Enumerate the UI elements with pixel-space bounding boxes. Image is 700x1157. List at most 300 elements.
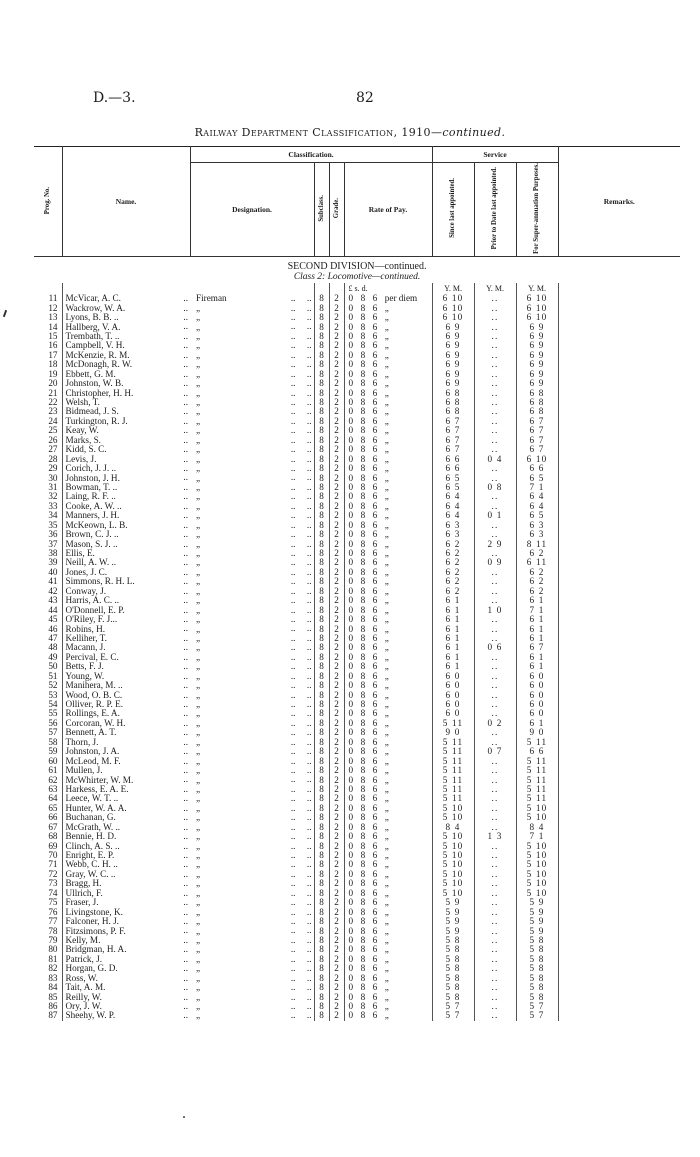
row-superannuation: 8 4 — [516, 823, 558, 832]
row-superannuation: 6 1 — [516, 653, 558, 662]
table-row — [34, 870, 680, 879]
row-rate: 0 8 6 „ — [344, 709, 432, 718]
row-remarks — [558, 521, 680, 530]
row-number: 71 — [48, 860, 58, 870]
row-prior-to-date: .. — [474, 492, 516, 501]
table-row — [34, 813, 680, 822]
row-remarks — [558, 332, 680, 341]
row-number: 17 — [48, 350, 58, 360]
row-designation: „ .. .. — [196, 454, 312, 464]
row-rate: 0 8 6 „ — [344, 445, 432, 454]
row-name: Ellis, E. .. — [62, 549, 190, 558]
row-since-appointed: 6 10 — [432, 294, 474, 303]
row-number: 25 — [48, 426, 58, 436]
row-rate: 0 8 6 „ — [344, 926, 432, 935]
row-name: Neill, A. W. .. .. — [62, 558, 190, 567]
row-prior-to-date: .. — [474, 332, 516, 341]
row-remarks — [558, 879, 680, 888]
table-row — [34, 606, 680, 615]
row-grade: 2 — [329, 624, 344, 633]
row-grade: 2 — [329, 851, 344, 860]
row-name: McKeown, L. B. .. — [62, 521, 190, 530]
row-prior-to-date: .. — [474, 417, 516, 426]
row-subclass: 8 — [314, 455, 329, 464]
row-superannuation: 6 0 — [516, 681, 558, 690]
row-rate: 0 8 6 „ — [344, 360, 432, 369]
row-designation: „ .. .. — [196, 577, 312, 587]
row-rate: 0 8 6 „ — [344, 879, 432, 888]
table-row — [34, 709, 680, 718]
row-designation: „ .. .. — [196, 935, 312, 945]
table-row — [34, 926, 680, 935]
row-rate: 0 8 6 „ — [344, 653, 432, 662]
row-number: 35 — [48, 520, 58, 530]
table-row — [34, 511, 680, 520]
table-row — [34, 322, 680, 331]
row-subclass: 8 — [314, 379, 329, 388]
row-subclass: 8 — [314, 926, 329, 935]
row-designation: „ .. .. — [196, 369, 312, 379]
row-subclass: 8 — [314, 832, 329, 841]
row-superannuation: 6 2 — [516, 587, 558, 596]
row-prior-to-date: .. — [474, 926, 516, 935]
row-grade: 2 — [329, 879, 344, 888]
row-since-appointed: 5 10 — [432, 851, 474, 860]
row-rate: 0 8 6 „ — [344, 370, 432, 379]
row-name: McWhirter, W. M. .. — [62, 775, 190, 784]
table-title-main: Railway Department Classification, 1910— — [194, 126, 443, 139]
row-prior-to-date: 0 1 — [474, 511, 516, 520]
table-row — [34, 747, 680, 756]
row-superannuation: 5 8 — [516, 993, 558, 1002]
row-subclass: 8 — [314, 851, 329, 860]
row-remarks — [558, 832, 680, 841]
row-rate: 0 8 6 „ — [344, 766, 432, 775]
row-remarks — [558, 568, 680, 577]
row-grade: 2 — [329, 889, 344, 898]
row-name: Manners, J. H. .. — [62, 511, 190, 520]
row-number: 80 — [48, 945, 58, 955]
row-prior-to-date: .. — [474, 898, 516, 907]
row-prior-to-date: .. — [474, 700, 516, 709]
row-rate: 0 8 6 „ — [344, 558, 432, 567]
row-since-appointed: 5 11 — [432, 757, 474, 766]
row-remarks — [558, 681, 680, 690]
row-since-appointed: 5 8 — [432, 993, 474, 1002]
row-prior-to-date: .. — [474, 389, 516, 398]
table-row — [34, 889, 680, 898]
row-grade: 2 — [329, 606, 344, 615]
table-row — [34, 558, 680, 567]
row-subclass: 8 — [314, 945, 329, 954]
row-grade: 2 — [329, 370, 344, 379]
row-designation: „ .. .. — [196, 548, 312, 559]
row-superannuation: 5 9 — [516, 926, 558, 935]
row-since-appointed: 5 10 — [432, 860, 474, 869]
row-number: 28 — [48, 454, 58, 464]
table-row — [34, 1011, 680, 1020]
row-rate: 0 8 6 „ — [344, 728, 432, 737]
row-superannuation: 5 10 — [516, 860, 558, 869]
row-number: 65 — [48, 803, 58, 813]
row-grade: 2 — [329, 436, 344, 445]
row-grade: 2 — [329, 540, 344, 549]
row-number: 57 — [48, 728, 58, 738]
row-grade: 2 — [329, 322, 344, 331]
row-since-appointed: 6 1 — [432, 596, 474, 605]
table-row — [34, 351, 680, 360]
row-prior-to-date: .. — [474, 860, 516, 869]
row-superannuation: 6 1 — [516, 719, 558, 728]
row-prior-to-date: .. — [474, 936, 516, 945]
row-remarks — [558, 766, 680, 775]
row-designation: „ .. .. — [196, 511, 312, 521]
row-superannuation: 6 10 — [516, 294, 558, 303]
row-since-appointed: 5 10 — [432, 832, 474, 841]
table-row — [34, 728, 680, 737]
row-since-appointed: 6 1 — [432, 615, 474, 624]
table-row — [34, 672, 680, 681]
row-grade: 2 — [329, 615, 344, 624]
row-prior-to-date: 0 2 — [474, 719, 516, 728]
table-row — [34, 521, 680, 530]
row-name: Johnston, J. H. .. — [62, 473, 190, 482]
row-name: Conway, J. .. — [62, 587, 190, 596]
row-grade: 2 — [329, 568, 344, 577]
row-subclass: 8 — [314, 549, 329, 558]
row-designation: „ .. .. — [196, 416, 312, 426]
table-row — [34, 662, 680, 671]
row-remarks — [558, 370, 680, 379]
footer-dot — [183, 1116, 185, 1118]
row-remarks — [558, 540, 680, 549]
row-since-appointed: 6 5 — [432, 473, 474, 482]
row-superannuation: 5 10 — [516, 870, 558, 879]
row-prior-to-date: .. — [474, 691, 516, 700]
row-prior-to-date: .. — [474, 502, 516, 511]
table-row — [34, 700, 680, 709]
table-row — [34, 313, 680, 322]
row-rate: 0 8 6 „ — [344, 530, 432, 539]
row-rate: 0 8 6 per diem — [344, 294, 432, 303]
row-number: 23 — [48, 407, 58, 417]
row-rate: 0 8 6 „ — [344, 521, 432, 530]
row-remarks — [558, 917, 680, 926]
row-remarks — [558, 436, 680, 445]
row-since-appointed: 5 11 — [432, 719, 474, 728]
row-designation: „ .. .. — [196, 822, 312, 832]
row-remarks — [558, 502, 680, 511]
row-superannuation: 6 2 — [516, 577, 558, 586]
row-grade: 2 — [329, 634, 344, 643]
row-number: 63 — [48, 784, 58, 794]
row-number: 47 — [48, 633, 58, 643]
row-rate: 0 8 6 „ — [344, 851, 432, 860]
row-rate: 0 8 6 „ — [344, 860, 432, 869]
row-subclass: 8 — [314, 332, 329, 341]
row-rate: 0 8 6 „ — [344, 511, 432, 520]
row-grade: 2 — [329, 955, 344, 964]
row-since-appointed: 5 9 — [432, 898, 474, 907]
row-subclass: 8 — [314, 436, 329, 445]
row-grade: 2 — [329, 908, 344, 917]
row-grade: 2 — [329, 757, 344, 766]
row-name: Falconer, H. J. .. — [62, 917, 190, 926]
row-since-appointed: 5 11 — [432, 775, 474, 784]
row-subclass: 8 — [314, 624, 329, 633]
row-subclass: 8 — [314, 709, 329, 718]
row-superannuation: 6 4 — [516, 502, 558, 511]
row-since-appointed: 6 0 — [432, 681, 474, 690]
row-superannuation: 6 1 — [516, 615, 558, 624]
table-row — [34, 898, 680, 907]
row-remarks — [558, 351, 680, 360]
row-name: Mullen, J. .. — [62, 766, 190, 775]
row-rate: 0 8 6 „ — [344, 540, 432, 549]
row-grade: 2 — [329, 360, 344, 369]
row-since-appointed: 5 9 — [432, 917, 474, 926]
col-prior-to-date: Prior to Date last appointed. — [474, 163, 516, 257]
row-since-appointed: 6 2 — [432, 587, 474, 596]
row-designation: „ .. .. — [196, 964, 312, 974]
row-prior-to-date: .. — [474, 672, 516, 681]
row-remarks — [558, 662, 680, 671]
row-number: 66 — [48, 813, 58, 823]
row-rate: 0 8 6 „ — [344, 492, 432, 501]
row-designation: „ .. .. — [196, 1011, 312, 1021]
row-prior-to-date: .. — [474, 955, 516, 964]
row-name: McKenzie, R. M. .. — [62, 351, 190, 360]
row-rate: 0 8 6 „ — [344, 417, 432, 426]
col-since-appointed: Since last appointed. — [432, 163, 474, 257]
row-superannuation: 6 1 — [516, 634, 558, 643]
row-name: Bidmead, J. S. .. — [62, 407, 190, 416]
row-rate: 0 8 6 „ — [344, 341, 432, 350]
row-prior-to-date: .. — [474, 1011, 516, 1020]
row-prior-to-date: .. — [474, 351, 516, 360]
row-prior-to-date: .. — [474, 313, 516, 322]
row-number: 59 — [48, 747, 58, 757]
row-grade: 2 — [329, 398, 344, 407]
row-since-appointed: 5 10 — [432, 889, 474, 898]
row-designation: „ .. .. — [196, 567, 312, 577]
row-remarks — [558, 851, 680, 860]
row-subclass: 8 — [314, 691, 329, 700]
row-number: 40 — [48, 567, 58, 577]
row-grade: 2 — [329, 341, 344, 350]
classification-table — [34, 146, 680, 1021]
row-prior-to-date: .. — [474, 804, 516, 813]
row-designation: „ .. .. — [196, 907, 312, 917]
row-prior-to-date: .. — [474, 917, 516, 926]
table-row — [34, 936, 680, 945]
row-number: 30 — [48, 473, 58, 483]
row-name: Cooke, A. W. .. .. — [62, 502, 190, 511]
row-prior-to-date: .. — [474, 436, 516, 445]
row-subclass: 8 — [314, 719, 329, 728]
row-rate: 0 8 6 „ — [344, 332, 432, 341]
row-superannuation: 5 9 — [516, 898, 558, 907]
row-grade: 2 — [329, 549, 344, 558]
row-designation: „ .. .. — [196, 633, 312, 643]
row-remarks — [558, 455, 680, 464]
row-superannuation: 6 9 — [516, 360, 558, 369]
row-subclass: 8 — [314, 426, 329, 435]
row-prior-to-date: .. — [474, 530, 516, 539]
row-since-appointed: 6 6 — [432, 455, 474, 464]
row-superannuation: 5 11 — [516, 766, 558, 775]
row-rate: 0 8 6 „ — [344, 785, 432, 794]
row-grade: 2 — [329, 313, 344, 322]
row-number: 45 — [48, 615, 58, 625]
row-name: Reilly, W. .. — [62, 993, 190, 1002]
row-subclass: 8 — [314, 700, 329, 709]
table-row — [34, 804, 680, 813]
row-remarks — [558, 407, 680, 416]
row-subclass: 8 — [314, 1002, 329, 1011]
row-number: 19 — [48, 369, 58, 379]
row-grade: 2 — [329, 926, 344, 935]
row-since-appointed: 5 8 — [432, 964, 474, 973]
row-number: 62 — [48, 775, 58, 785]
row-since-appointed: 6 0 — [432, 691, 474, 700]
row-designation: „ .. .. — [196, 775, 312, 785]
row-grade: 2 — [329, 511, 344, 520]
row-number: 14 — [48, 322, 58, 332]
row-grade: 2 — [329, 1002, 344, 1011]
row-designation: „ .. .. — [196, 605, 312, 615]
row-designation: „ .. .. — [196, 954, 312, 964]
row-grade: 2 — [329, 407, 344, 416]
row-number: 76 — [48, 907, 58, 917]
row-designation: „ .. .. — [196, 671, 312, 681]
row-rate: 0 8 6 „ — [344, 908, 432, 917]
row-rate: 0 8 6 „ — [344, 983, 432, 992]
row-superannuation: 6 7 — [516, 643, 558, 652]
row-superannuation: 6 7 — [516, 417, 558, 426]
row-remarks — [558, 993, 680, 1002]
row-since-appointed: 5 11 — [432, 738, 474, 747]
row-superannuation: 6 9 — [516, 351, 558, 360]
row-superannuation: 6 10 — [516, 455, 558, 464]
row-remarks — [558, 596, 680, 605]
row-designation: „ .. .. — [196, 596, 312, 606]
table-row — [34, 370, 680, 379]
table-row — [34, 738, 680, 747]
table-row — [34, 360, 680, 369]
row-prior-to-date: 0 6 — [474, 643, 516, 652]
row-rate: 0 8 6 „ — [344, 738, 432, 747]
row-remarks — [558, 417, 680, 426]
row-subclass: 8 — [314, 492, 329, 501]
row-remarks — [558, 936, 680, 945]
row-number: 73 — [48, 879, 58, 889]
row-designation: „ .. .. — [196, 756, 312, 766]
row-subclass: 8 — [314, 870, 329, 879]
table-row — [34, 823, 680, 832]
row-superannuation: 6 3 — [516, 521, 558, 530]
row-since-appointed: 6 3 — [432, 521, 474, 530]
margin-mark — [3, 310, 7, 317]
row-number: 51 — [48, 671, 58, 681]
row-rate: 0 8 6 „ — [344, 398, 432, 407]
row-prior-to-date: .. — [474, 738, 516, 747]
col-designation: Designation. — [190, 163, 314, 257]
row-number: 33 — [48, 501, 58, 511]
row-rate: 0 8 6 „ — [344, 549, 432, 558]
table-row — [34, 993, 680, 1002]
row-remarks — [558, 322, 680, 331]
row-remarks — [558, 870, 680, 879]
table-row — [34, 955, 680, 964]
row-since-appointed: 6 8 — [432, 407, 474, 416]
row-rate: 0 8 6 „ — [344, 587, 432, 596]
row-number: 64 — [48, 794, 58, 804]
table-row — [34, 568, 680, 577]
row-superannuation: 6 9 — [516, 322, 558, 331]
table-row — [34, 473, 680, 482]
row-since-appointed: 5 8 — [432, 974, 474, 983]
row-rate: 0 8 6 „ — [344, 964, 432, 973]
table-row — [34, 860, 680, 869]
row-subclass: 8 — [314, 775, 329, 784]
row-superannuation: 5 11 — [516, 775, 558, 784]
row-remarks — [558, 558, 680, 567]
units-blank-des — [190, 283, 314, 294]
row-number: 37 — [48, 539, 58, 549]
row-prior-to-date: 0 7 — [474, 747, 516, 756]
row-rate: 0 8 6 „ — [344, 974, 432, 983]
row-designation: „ .. .. — [196, 350, 312, 360]
row-prior-to-date: 0 4 — [474, 455, 516, 464]
table-row — [34, 549, 680, 558]
row-subclass: 8 — [314, 908, 329, 917]
row-superannuation: 5 11 — [516, 794, 558, 803]
row-remarks — [558, 898, 680, 907]
row-subclass: 8 — [314, 389, 329, 398]
row-grade: 2 — [329, 1011, 344, 1020]
row-remarks — [558, 700, 680, 709]
row-subclass: 8 — [314, 322, 329, 331]
table-row — [34, 653, 680, 662]
row-since-appointed: 5 9 — [432, 908, 474, 917]
row-grade: 2 — [329, 653, 344, 662]
row-grade: 2 — [329, 766, 344, 775]
row-number: 78 — [48, 926, 58, 936]
row-rate: 0 8 6 „ — [344, 804, 432, 813]
row-subclass: 8 — [314, 398, 329, 407]
row-grade: 2 — [329, 530, 344, 539]
row-rate: 0 8 6 „ — [344, 379, 432, 388]
row-rate: 0 8 6 „ — [344, 407, 432, 416]
row-remarks — [558, 775, 680, 784]
row-grade: 2 — [329, 700, 344, 709]
table-row — [34, 577, 680, 586]
row-rate: 0 8 6 „ — [344, 889, 432, 898]
row-number: 29 — [48, 464, 58, 474]
row-superannuation: 5 9 — [516, 908, 558, 917]
row-remarks — [558, 691, 680, 700]
table-row — [34, 492, 680, 501]
row-name: Christopher, H. H. .. — [62, 389, 190, 398]
row-subclass: 8 — [314, 568, 329, 577]
row-prior-to-date: 0 9 — [474, 558, 516, 567]
row-since-appointed: 6 0 — [432, 709, 474, 718]
row-remarks — [558, 964, 680, 973]
row-designation: „ .. .. — [196, 794, 312, 804]
row-remarks — [558, 530, 680, 539]
row-number: 26 — [48, 435, 58, 445]
